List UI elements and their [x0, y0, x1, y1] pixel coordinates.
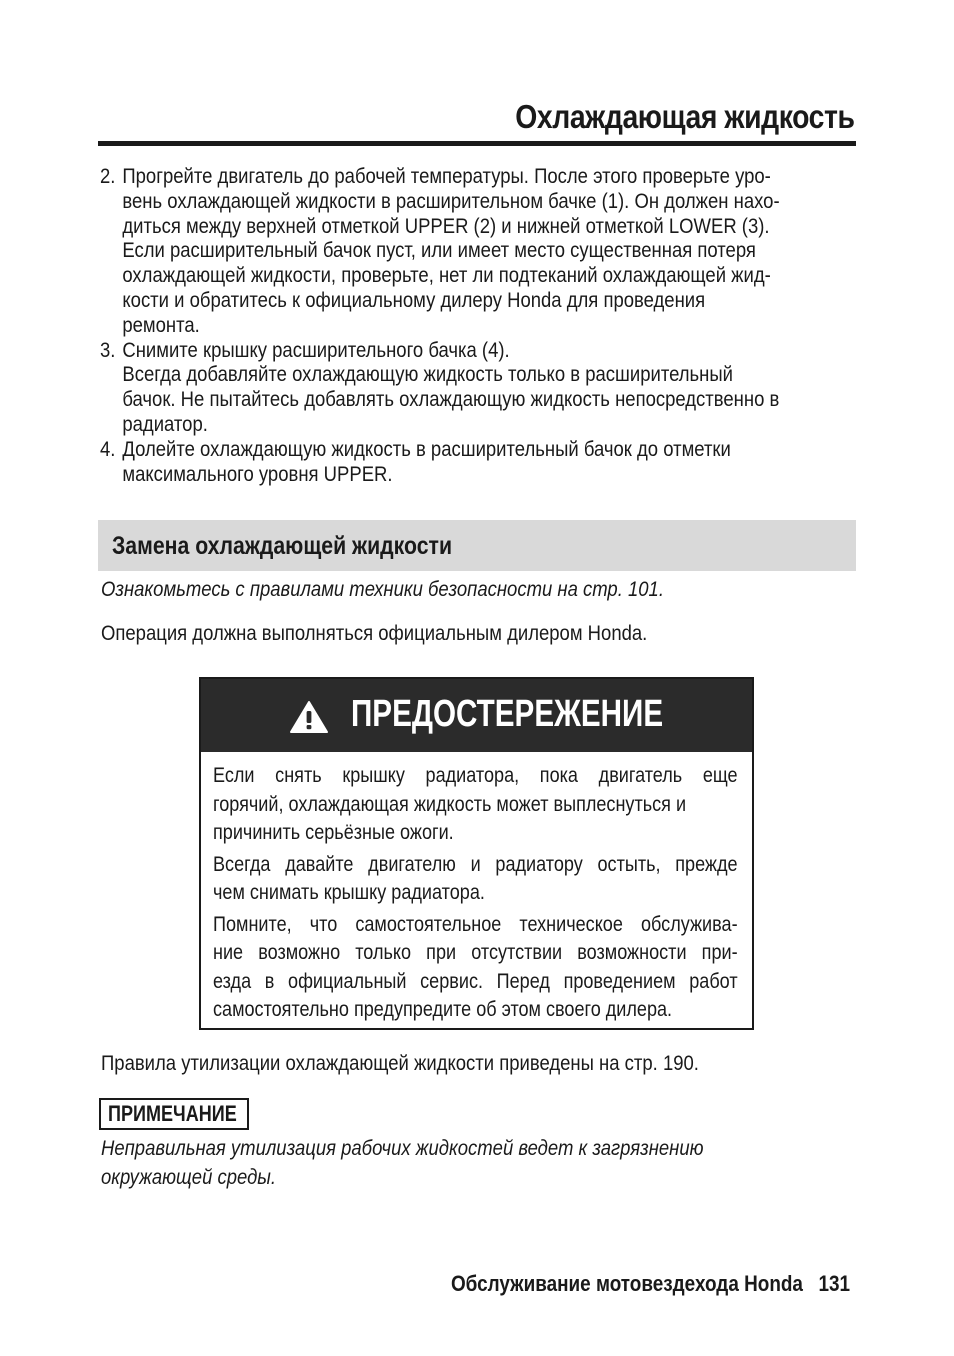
step-line: охлаждающей жидкости, проверьте, нет ли подтеканий охлаждающей жид- — [122, 263, 771, 288]
step-text — [122, 437, 770, 487]
page-number: 131 — [818, 1271, 850, 1296]
step-text — [122, 338, 779, 437]
warning-line: причинить серьёзные ожоги. — [213, 821, 454, 844]
dealer-note: Операция должна выполняться официальным дилером Honda. — [101, 621, 648, 645]
warning-body — [213, 762, 738, 1028]
section-title: Замена охлаждающей жидкости — [112, 532, 453, 560]
note-line: Неправильная утилизация рабочих жидкостей ведет к загрязнению — [101, 1136, 704, 1160]
note-text — [101, 1134, 704, 1192]
step-item — [100, 164, 780, 338]
step-number: 2. — [100, 164, 116, 188]
step-line: Прогрейте двигатель до рабочей температуры. После этого проверьте уро- — [122, 164, 771, 188]
step-number: 4. — [100, 436, 116, 461]
footer-text: Обслуживание мотовездехода Honda — [450, 1271, 803, 1296]
step-line: Если расширительный бачок пуст, или имеет место существенная потеря — [122, 238, 756, 263]
step-line: Всегда добавляйте охлаждающую жидкость только в расширительный — [122, 362, 734, 387]
step-line: Долейте охлаждающую жидкость в расширительный бачок до отметки — [122, 436, 731, 461]
disposal-note: Правила утилизации охлаждающей жидкости приведены на стр. 190. — [101, 1051, 699, 1075]
page-footer — [451, 1271, 850, 1297]
warning-triangle-icon — [289, 700, 329, 734]
warning-header — [201, 679, 752, 752]
step-line: диться между верхней отметкой UPPER (2) и нижней отметкой LOWER (3). — [122, 213, 770, 238]
note-label-box — [99, 1098, 249, 1130]
step-line: кости и обратитесь к официальному дилеру Honda для проведения — [122, 287, 706, 312]
warning-paragraph — [213, 762, 738, 848]
warning-line: Всегда давайте двигателю и радиатору остыть, прежде — [213, 852, 738, 876]
warning-line: Если снять крышку радиатора, пока двигатель еще — [213, 764, 738, 787]
title-rule — [98, 141, 856, 146]
step-line: Снимите крышку расширительного бачка (4). — [122, 337, 510, 362]
step-text — [122, 164, 779, 338]
note-line: окружающей среды. — [101, 1165, 277, 1189]
warning-line: горячий, охлаждающая жидкость может выплеснуться и — [213, 792, 687, 816]
step-line: максимального уровня UPPER. — [122, 461, 393, 486]
warning-line: ние возможно только при отсутствии возможности при- — [213, 941, 738, 964]
warning-paragraph — [213, 911, 738, 1025]
step-line: вень охлаждающей жидкости в расширительном бачке (1). Он должен нахо- — [122, 188, 780, 213]
step-line: ремонта. — [122, 312, 200, 337]
warning-line: Помните, что самостоятельное техническое обслужива- — [213, 912, 738, 936]
page-title: Охлаждающая жидкость — [514, 98, 854, 135]
step-item — [100, 437, 771, 487]
step-line: радиатор. — [122, 411, 208, 436]
warning-paragraph — [213, 851, 738, 908]
step-number: 3. — [100, 337, 116, 362]
safety-reference-note: Ознакомьтесь с правилами техники безопасности на стр. 101. — [101, 577, 664, 601]
warning-line: чем снимать крышку радиатора. — [213, 881, 485, 904]
warning-box — [199, 677, 754, 1030]
step-line: бачок. Не пытайтесь добавлять охлаждающую жидкость непосредственно в — [122, 387, 780, 412]
warning-line: езда в официальный сервис. Перед проведением работ — [213, 969, 738, 993]
steps-list — [100, 164, 780, 486]
warning-line: самостоятельно предупредите об этом своего дилера. — [213, 998, 673, 1021]
step-item — [100, 337, 780, 437]
note-label: ПРИМЕЧАНИЕ — [108, 1101, 237, 1126]
warning-title: ПРЕДОСТЕРЕЖЕНИЕ — [351, 693, 664, 735]
